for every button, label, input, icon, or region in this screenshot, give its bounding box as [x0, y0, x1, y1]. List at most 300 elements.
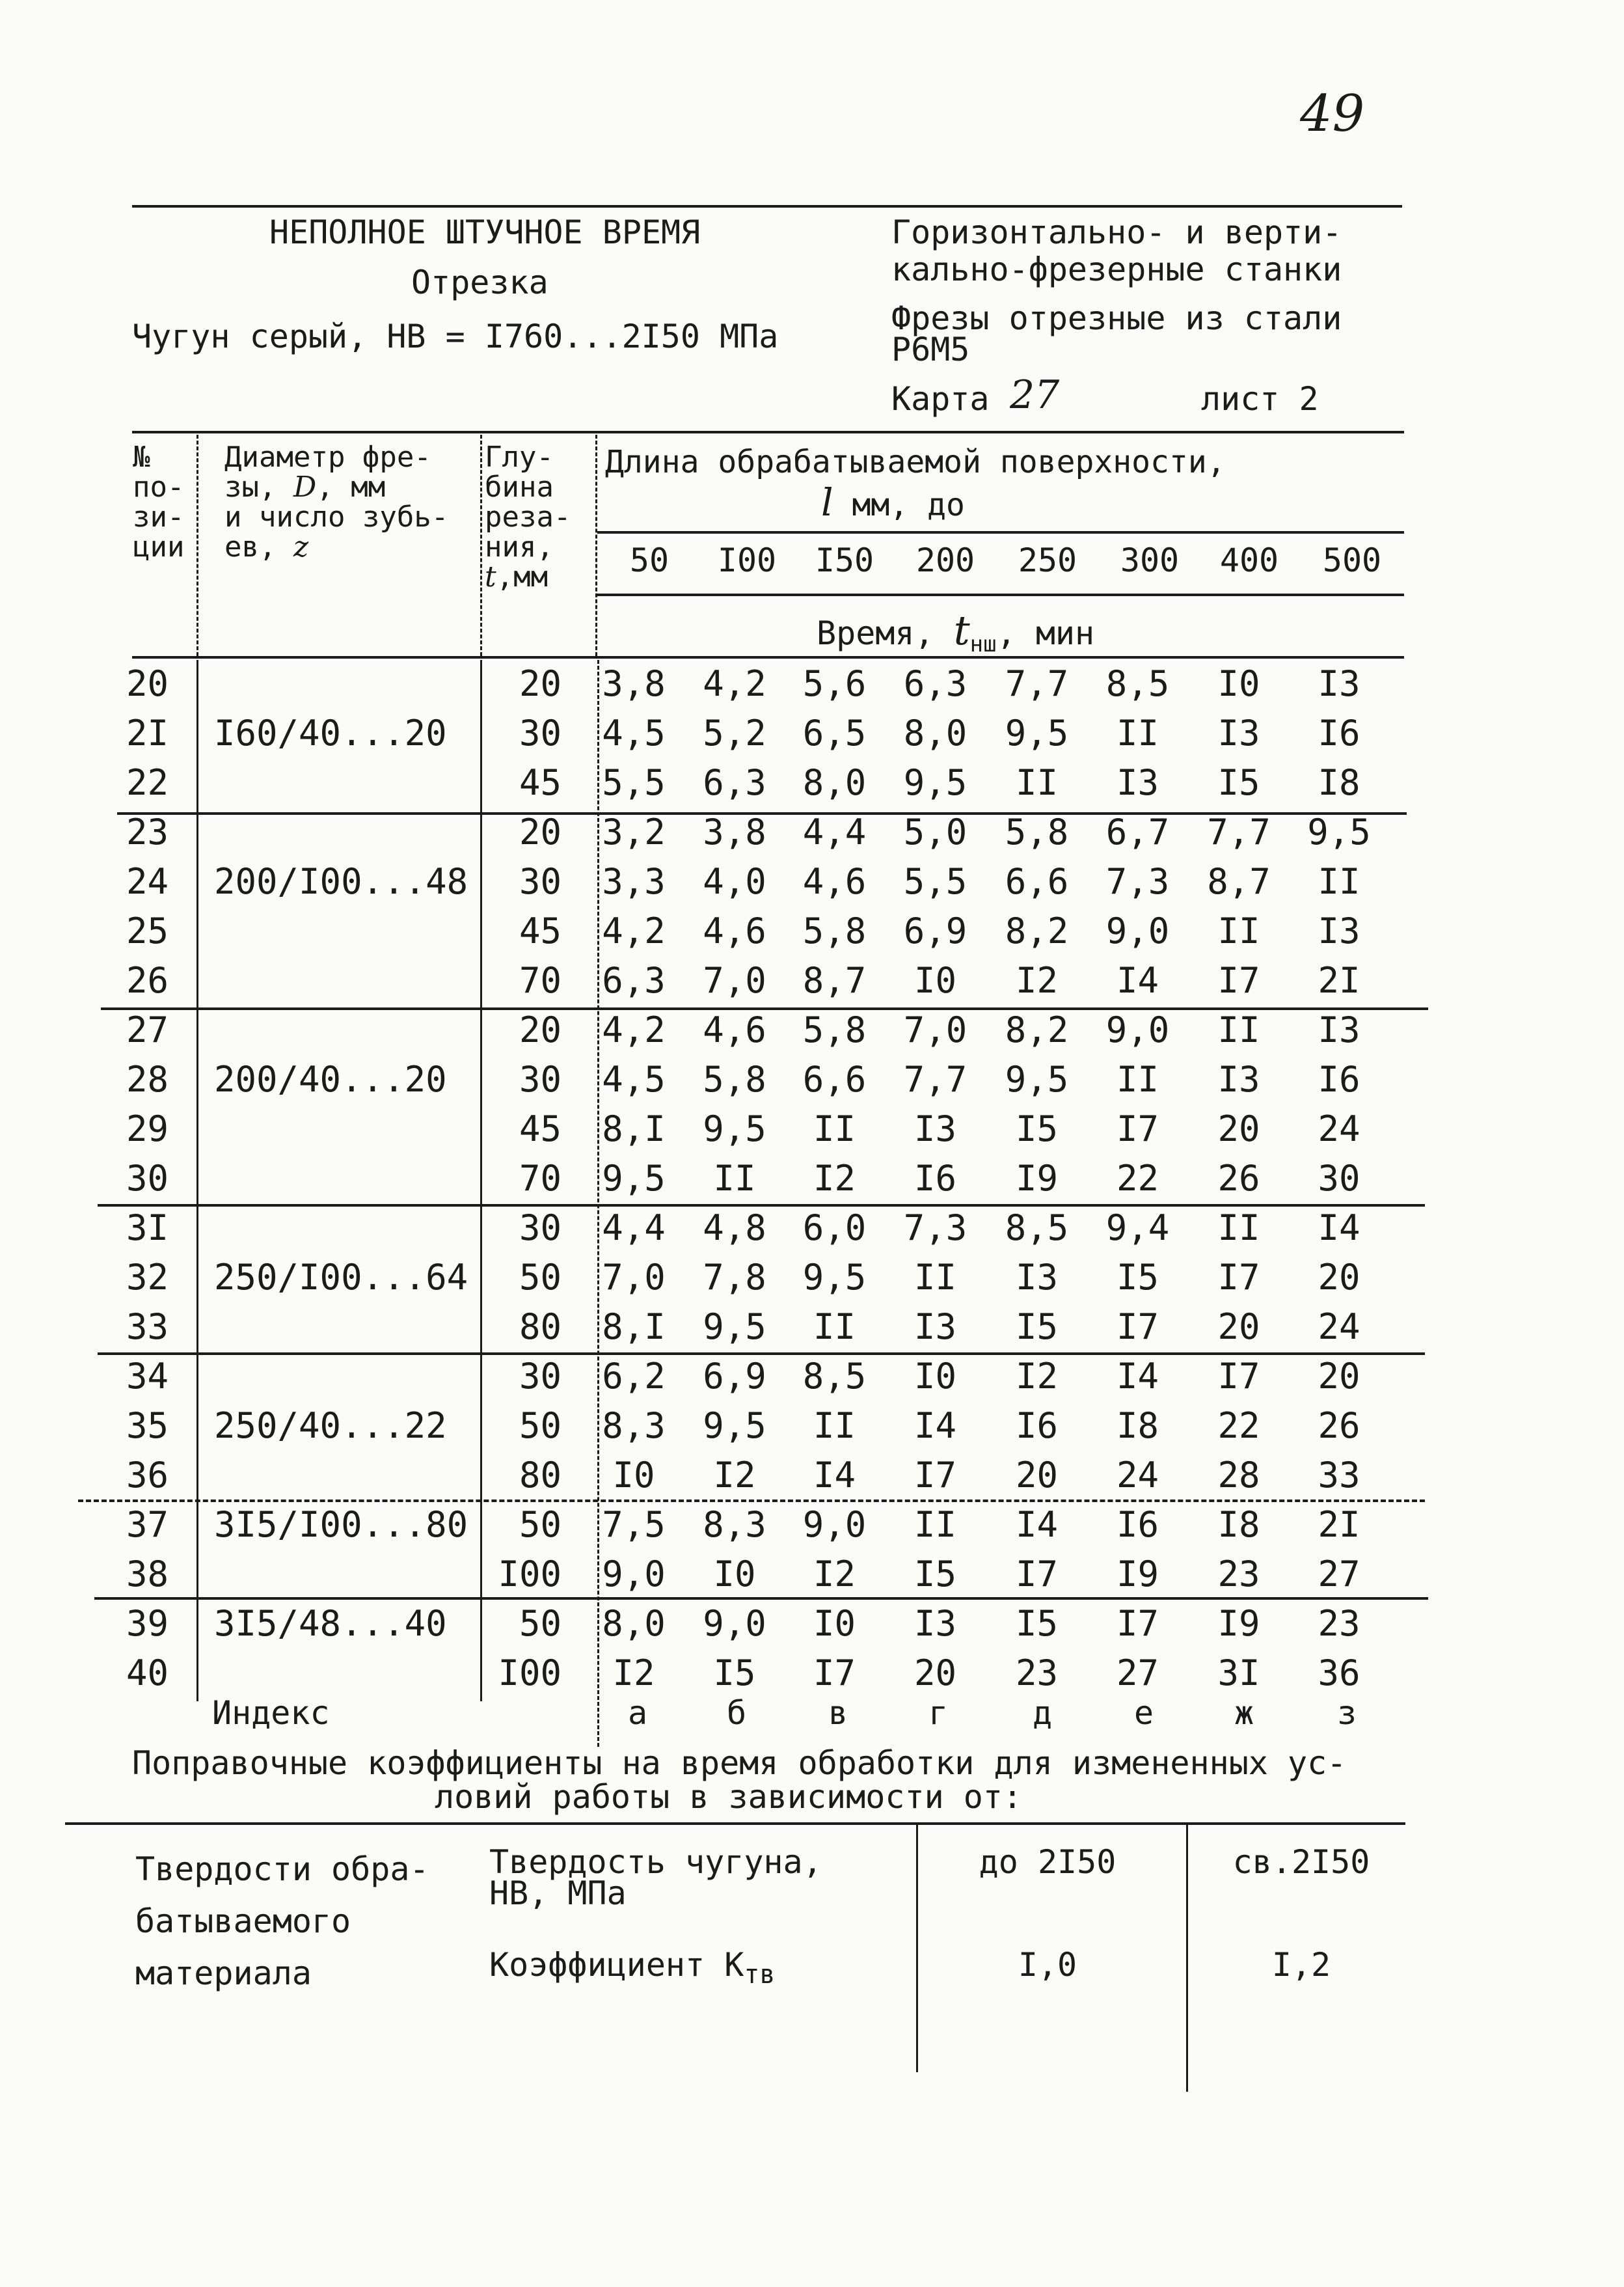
- depth-cell: 30: [519, 1207, 562, 1248]
- time-cell: 20: [1217, 1306, 1260, 1347]
- time-cell: I3: [914, 1306, 957, 1347]
- time-cell: II: [1217, 910, 1260, 952]
- time-cell: 22: [1116, 1157, 1159, 1199]
- time-cell: I7: [1217, 959, 1260, 1001]
- time-cell: 4,2: [602, 910, 666, 952]
- cutter-cell: 250/40...22: [214, 1404, 447, 1446]
- position-cell: 39: [126, 1602, 169, 1644]
- time-cell: I3: [914, 1108, 957, 1149]
- card-label: Карта: [891, 380, 990, 418]
- length-value: 50: [629, 541, 670, 579]
- table-row: [117, 1598, 1388, 1648]
- table-row: [117, 807, 1388, 856]
- depth-cell: 20: [519, 811, 562, 853]
- time-cell: 26: [1318, 1404, 1360, 1446]
- table-row: [117, 955, 1388, 1005]
- correction-factor: Твердости обра- батываемого материала: [135, 1850, 429, 1992]
- table-row: [117, 1450, 1388, 1500]
- time-cell: 8,I: [602, 1108, 666, 1149]
- position-cell: 27: [126, 1009, 169, 1050]
- time-cell: 9,0: [703, 1602, 766, 1644]
- time-cell: 4,5: [602, 712, 666, 754]
- time-cell: 6,6: [802, 1058, 867, 1100]
- time-cell: II: [1318, 860, 1360, 902]
- time-cell: 20: [1217, 1108, 1260, 1149]
- col-depth-header: Глу- бина реза- ния, t,мм: [485, 441, 571, 594]
- time-cell: I7: [914, 1454, 957, 1496]
- index-letter: а: [627, 1694, 648, 1732]
- time-cell: I0: [914, 959, 957, 1001]
- time-cell: I0: [914, 1355, 957, 1397]
- time-cell: 7,3: [1105, 860, 1170, 902]
- time-cell: 5,8: [1005, 811, 1069, 853]
- time-cell: 8,5: [802, 1355, 867, 1397]
- time-cell: I2: [612, 1652, 655, 1693]
- cutter-cell: [198, 1104, 485, 1153]
- time-cell: 23: [1217, 1553, 1260, 1595]
- index-letter: е: [1133, 1694, 1154, 1732]
- time-cell: 8,5: [1105, 663, 1170, 704]
- hardness-param-line1: Твердость чугуна,: [489, 1843, 822, 1881]
- length-header: Длина обрабатываемой поверхности,: [605, 444, 1226, 480]
- time-cell: I4: [813, 1454, 856, 1496]
- coefficient-value-1: I,0: [1018, 1946, 1077, 1984]
- time-cell: I6: [1015, 1404, 1059, 1446]
- time-cell: 4,4: [802, 811, 867, 853]
- time-cell: 2I: [1318, 1503, 1360, 1545]
- time-cell: 8,I: [602, 1306, 666, 1347]
- time-cell: 4,5: [602, 1058, 666, 1100]
- time-cell: 36: [1318, 1652, 1360, 1693]
- cutter-cell: [198, 1203, 485, 1252]
- position-cell: 25: [126, 910, 169, 952]
- time-cell: I2: [813, 1553, 856, 1595]
- time-cell: 9,5: [703, 1404, 766, 1446]
- cutter-cell: [198, 1648, 485, 1697]
- time-cell: 9,5: [703, 1306, 766, 1347]
- time-cell: 9,5: [1005, 712, 1069, 754]
- time-cell: I5: [914, 1553, 957, 1595]
- length-value: 250: [1018, 541, 1077, 579]
- time-cell: 9,5: [903, 761, 968, 803]
- position-cell: 32: [126, 1256, 169, 1298]
- cutter-cell: [198, 758, 485, 807]
- time-cell: I2: [1015, 1355, 1059, 1397]
- time-cell: 5,5: [903, 860, 968, 902]
- time-cell: I2: [813, 1157, 856, 1199]
- time-cell: 28: [1217, 1454, 1260, 1496]
- table-top-rule: [132, 431, 1404, 433]
- time-cell: 6,6: [1005, 860, 1069, 902]
- time-cell: 9,5: [703, 1108, 766, 1149]
- time-cell: 8,0: [602, 1602, 666, 1644]
- position-cell: 2I: [126, 712, 169, 754]
- time-cell: I3: [1116, 761, 1159, 803]
- index-label: Индекс: [212, 1694, 330, 1732]
- position-cell: 29: [126, 1108, 169, 1149]
- depth-cell: 70: [519, 1157, 562, 1199]
- depth-cell: 50: [519, 1256, 562, 1298]
- time-cell: 5,0: [903, 811, 968, 853]
- cutter-cell: [198, 807, 485, 856]
- col-sep-3: [595, 435, 597, 656]
- time-cell: 7,5: [602, 1503, 666, 1545]
- time-cell: II: [813, 1404, 856, 1446]
- time-cell: 7,7: [903, 1058, 968, 1100]
- time-cell: I3: [914, 1602, 957, 1644]
- depth-cell: 30: [519, 1355, 562, 1397]
- time-cell: 4,4: [602, 1207, 666, 1248]
- hardness-param-line2: HB, МПа: [489, 1874, 627, 1912]
- time-cell: II: [1217, 1207, 1260, 1248]
- time-cell: I4: [914, 1404, 957, 1446]
- correction-col-sep-1: [916, 1825, 918, 2072]
- position-cell: 34: [126, 1355, 169, 1397]
- sheet-label: лист 2: [1201, 380, 1319, 418]
- time-cell: I4: [1318, 1207, 1360, 1248]
- table-row: [117, 758, 1388, 807]
- correction-heading-line1: Поправочные коэффициенты на время обработки для измененных ус-: [132, 1744, 1347, 1782]
- time-cell: 6,9: [903, 910, 968, 952]
- correction-top-rule: [65, 1822, 1405, 1825]
- hardness-range-1: до 2I50: [979, 1843, 1116, 1881]
- time-cell: II: [1217, 1009, 1260, 1050]
- position-cell: 35: [126, 1404, 169, 1446]
- time-sub-rule: [597, 594, 1404, 596]
- time-cell: 7,0: [903, 1009, 968, 1050]
- time-cell: I8: [1116, 1404, 1159, 1446]
- time-cell: 9,0: [602, 1553, 666, 1595]
- time-cell: 3,2: [602, 811, 666, 853]
- time-cell: II: [713, 1157, 756, 1199]
- time-cell: I5: [1116, 1256, 1159, 1298]
- time-cell: 7,3: [903, 1207, 968, 1248]
- time-cell: I7: [1116, 1306, 1159, 1347]
- time-cell: II: [914, 1503, 957, 1545]
- time-cell: 6,9: [703, 1355, 766, 1397]
- time-cell: 7,0: [703, 959, 766, 1001]
- time-cell: 9,5: [1005, 1058, 1069, 1100]
- time-cell: I7: [1116, 1602, 1159, 1644]
- time-cell: I6: [1318, 1058, 1360, 1100]
- time-cell: 5,8: [802, 1009, 867, 1050]
- table-row: [117, 856, 1388, 906]
- time-cell: 9,5: [1307, 811, 1371, 853]
- time-cell: 5,5: [602, 761, 666, 803]
- time-cell: I7: [1116, 1108, 1159, 1149]
- time-cell: I0: [813, 1602, 856, 1644]
- time-cell: I5: [1015, 1306, 1059, 1347]
- depth-cell: 70: [519, 959, 562, 1001]
- time-cell: II: [914, 1256, 957, 1298]
- cutter-cell: [198, 1549, 485, 1598]
- time-cell: 6,3: [903, 663, 968, 704]
- correction-heading-line2: ловий работы в зависимости от:: [435, 1778, 1023, 1816]
- cutter-cell: 3I5/I00...80: [214, 1503, 468, 1545]
- time-cell: 8,7: [802, 959, 867, 1001]
- length-value: 400: [1219, 541, 1279, 579]
- index-letter: б: [726, 1694, 747, 1732]
- time-cell: 6,3: [703, 761, 766, 803]
- length-header-unit: l мм, до: [821, 480, 965, 525]
- depth-cell: 50: [519, 1503, 562, 1545]
- time-cell: 3,3: [602, 860, 666, 902]
- time-cell: 7,0: [602, 1256, 666, 1298]
- position-cell: 40: [126, 1652, 169, 1693]
- time-cell: II: [813, 1108, 856, 1149]
- cutter-cell: [198, 955, 485, 1005]
- time-cell: 4,6: [703, 910, 766, 952]
- index-letter: в: [828, 1694, 848, 1732]
- time-cell: 6,7: [1105, 811, 1170, 853]
- time-cell: I4: [1015, 1503, 1059, 1545]
- time-cell: I3: [1015, 1256, 1059, 1298]
- position-cell: 22: [126, 761, 169, 803]
- time-cell: 3,8: [703, 811, 766, 853]
- index-letter: г: [928, 1694, 949, 1732]
- table-row: [117, 1401, 1388, 1450]
- length-value: 500: [1322, 541, 1382, 579]
- position-cell: 23: [126, 811, 169, 853]
- time-cell: 27: [1116, 1652, 1159, 1693]
- depth-cell: 30: [519, 1058, 562, 1100]
- table-row: [117, 1104, 1388, 1153]
- time-cell: 8,3: [703, 1503, 766, 1545]
- length-value: I50: [815, 541, 874, 579]
- position-cell: 33: [126, 1306, 169, 1347]
- time-cell: 9,0: [802, 1503, 867, 1545]
- time-cell: I5: [1015, 1108, 1059, 1149]
- time-cell: 4,2: [703, 663, 766, 704]
- table-row: [117, 1203, 1388, 1252]
- time-cell: 9,5: [602, 1157, 666, 1199]
- cutter-cell: I60/40...20: [214, 712, 447, 754]
- time-cell: I6: [914, 1157, 957, 1199]
- time-cell: 6,3: [602, 959, 666, 1001]
- length-value: 300: [1120, 541, 1180, 579]
- length-value: 200: [915, 541, 975, 579]
- table-row: [117, 906, 1388, 955]
- cutter-cell: 200/40...20: [214, 1058, 447, 1100]
- time-cell: 9,0: [1105, 910, 1170, 952]
- coefficient-value-2: I,2: [1271, 1946, 1331, 1984]
- time-cell: 23: [1318, 1602, 1360, 1644]
- top-rule: [132, 205, 1402, 208]
- cutter-cell: [198, 1302, 485, 1351]
- position-cell: 30: [126, 1157, 169, 1199]
- time-cell: I7: [813, 1652, 856, 1693]
- table-row: [117, 1549, 1388, 1598]
- time-cell: I6: [1318, 712, 1360, 754]
- table-row: [117, 1005, 1388, 1054]
- time-cell: 20: [1015, 1454, 1059, 1496]
- time-cell: I3: [1217, 712, 1260, 754]
- depth-cell: I00: [498, 1652, 562, 1693]
- col-sep-2: [480, 435, 482, 656]
- time-cell: 4,8: [703, 1207, 766, 1248]
- time-cell: 8,0: [802, 761, 867, 803]
- cutter-cell: 250/I00...64: [214, 1256, 468, 1298]
- table-row: [117, 659, 1388, 708]
- cutter-cell: [198, 659, 485, 708]
- time-cell: I0: [1217, 663, 1260, 704]
- time-cell: I0: [713, 1553, 756, 1595]
- cutter-cell: [198, 1005, 485, 1054]
- length-value: I00: [717, 541, 777, 579]
- time-cell: 26: [1217, 1157, 1260, 1199]
- depth-cell: 45: [519, 1108, 562, 1149]
- time-cell: 6,0: [802, 1207, 867, 1248]
- material-spec: Чугун серый, HB = I760...2I50 МПа: [132, 318, 779, 355]
- depth-cell: 80: [519, 1306, 562, 1347]
- time-cell: 3I: [1217, 1652, 1260, 1693]
- time-cell: 6,2: [602, 1355, 666, 1397]
- col-sep-1: [196, 435, 198, 656]
- time-cell: I4: [1116, 959, 1159, 1001]
- time-cell: I9: [1217, 1602, 1260, 1644]
- time-cell: 20: [1318, 1256, 1360, 1298]
- position-cell: 38: [126, 1553, 169, 1595]
- depth-cell: 45: [519, 910, 562, 952]
- depth-cell: 50: [519, 1404, 562, 1446]
- depth-cell: I00: [498, 1553, 562, 1595]
- position-cell: 20: [126, 663, 169, 704]
- doc-title: НЕПОЛНОЕ ШТУЧНОЕ ВРЕМЯ: [269, 213, 701, 251]
- time-cell: I6: [1116, 1503, 1159, 1545]
- time-cell: 33: [1318, 1454, 1360, 1496]
- time-cell: II: [813, 1306, 856, 1347]
- time-cell: 7,7: [1207, 811, 1271, 853]
- cutter-cell: [198, 1351, 485, 1401]
- cutter-cell: [198, 1153, 485, 1203]
- time-cell: I5: [1217, 761, 1260, 803]
- time-cell: I3: [1318, 1009, 1360, 1050]
- time-header: Время, $t_{нш}$, мин: [817, 607, 1095, 657]
- time-cell: II: [1116, 1058, 1159, 1100]
- time-cell: 8,0: [903, 712, 968, 754]
- time-cell: I3: [1318, 910, 1360, 952]
- position-cell: 24: [126, 860, 169, 902]
- table-row: [117, 1351, 1388, 1401]
- depth-cell: 30: [519, 860, 562, 902]
- cutter-cell: [198, 1450, 485, 1500]
- time-cell: I8: [1318, 761, 1360, 803]
- table-row: [117, 1648, 1388, 1697]
- time-cell: I8: [1217, 1503, 1260, 1545]
- table-row: [117, 1153, 1388, 1203]
- time-cell: 4,6: [802, 860, 867, 902]
- time-cell: I3: [1318, 663, 1360, 704]
- depth-cell: 20: [519, 1009, 562, 1050]
- time-cell: 27: [1318, 1553, 1360, 1595]
- time-cell: 5,2: [703, 712, 766, 754]
- time-cell: I5: [1015, 1602, 1059, 1644]
- index-letter: ж: [1234, 1694, 1254, 1732]
- time-cell: I7: [1015, 1553, 1059, 1595]
- time-cell: 9,5: [802, 1256, 867, 1298]
- time-cell: 22: [1217, 1404, 1260, 1446]
- time-cell: 6,5: [802, 712, 867, 754]
- time-cell: I9: [1015, 1157, 1059, 1199]
- time-cell: 5,6: [802, 663, 867, 704]
- time-cell: 24: [1116, 1454, 1159, 1496]
- col-position-header: № по- зи- ции: [133, 441, 185, 564]
- tool-spec-line2: Р6М5: [891, 331, 970, 368]
- time-cell: 4,2: [602, 1009, 666, 1050]
- machine-type-line2: кально-фрезерные станки: [891, 251, 1342, 288]
- table-row: [117, 708, 1388, 758]
- index-letter: з: [1336, 1694, 1357, 1732]
- time-cell: I5: [713, 1652, 756, 1693]
- time-cell: 20: [1318, 1355, 1360, 1397]
- table-row: [117, 1054, 1388, 1104]
- time-cell: 20: [914, 1652, 957, 1693]
- depth-cell: 30: [519, 712, 562, 754]
- coefficient-label: Коэффициент $К_{тв}$: [489, 1946, 776, 1990]
- time-cell: 23: [1015, 1652, 1059, 1693]
- time-cell: 8,3: [602, 1404, 666, 1446]
- time-cell: 7,8: [703, 1256, 766, 1298]
- time-cell: 2I: [1318, 959, 1360, 1001]
- index-letter: д: [1032, 1694, 1053, 1732]
- time-cell: 7,7: [1005, 663, 1069, 704]
- time-cell: I4: [1116, 1355, 1159, 1397]
- time-cell: 8,7: [1207, 860, 1271, 902]
- time-cell: 5,8: [802, 910, 867, 952]
- time-cell: 8,2: [1005, 910, 1069, 952]
- tool-spec-line1: Фрезы отрезные из стали: [891, 299, 1342, 337]
- time-cell: I0: [612, 1454, 655, 1496]
- time-cell: 30: [1318, 1157, 1360, 1199]
- time-cell: II: [1015, 761, 1059, 803]
- time-cell: I7: [1217, 1355, 1260, 1397]
- time-cell: I3: [1217, 1058, 1260, 1100]
- correction-col-sep-2: [1186, 1825, 1188, 2092]
- cutter-cell: 3I5/48...40: [214, 1602, 447, 1644]
- time-cell: 9,0: [1105, 1009, 1170, 1050]
- col-cutter-header: Диаметр фре- зы, D, мм и число зубь- ев, z: [224, 441, 449, 564]
- time-cell: 4,0: [703, 860, 766, 902]
- position-cell: 28: [126, 1058, 169, 1100]
- page-number: 49: [1300, 85, 1365, 143]
- cutter-cell: 200/I00...48: [214, 860, 468, 902]
- position-cell: 36: [126, 1454, 169, 1496]
- table-row: [117, 1302, 1388, 1351]
- time-cell: I2: [1015, 959, 1059, 1001]
- time-cell: 3,8: [602, 663, 666, 704]
- time-cell: 24: [1318, 1108, 1360, 1149]
- machine-type-line1: Горизонтально- и верти-: [891, 213, 1342, 251]
- time-cell: 8,5: [1005, 1207, 1069, 1248]
- time-table: [117, 659, 1388, 1697]
- length-sub-rule: [597, 531, 1404, 534]
- time-cell: 9,4: [1105, 1207, 1170, 1248]
- hardness-range-2: св.2I50: [1232, 1843, 1370, 1881]
- time-cell: II: [1116, 712, 1159, 754]
- time-cell: 24: [1318, 1306, 1360, 1347]
- position-cell: 37: [126, 1503, 169, 1545]
- depth-cell: 80: [519, 1454, 562, 1496]
- time-cell: I7: [1217, 1256, 1260, 1298]
- cutter-cell: [198, 906, 485, 955]
- card-number: 27: [1010, 372, 1060, 418]
- time-cell: I2: [713, 1454, 756, 1496]
- time-cell: 8,2: [1005, 1009, 1069, 1050]
- table-row: [117, 1500, 1388, 1549]
- time-cell: 4,6: [703, 1009, 766, 1050]
- depth-cell: 45: [519, 761, 562, 803]
- depth-cell: 20: [519, 663, 562, 704]
